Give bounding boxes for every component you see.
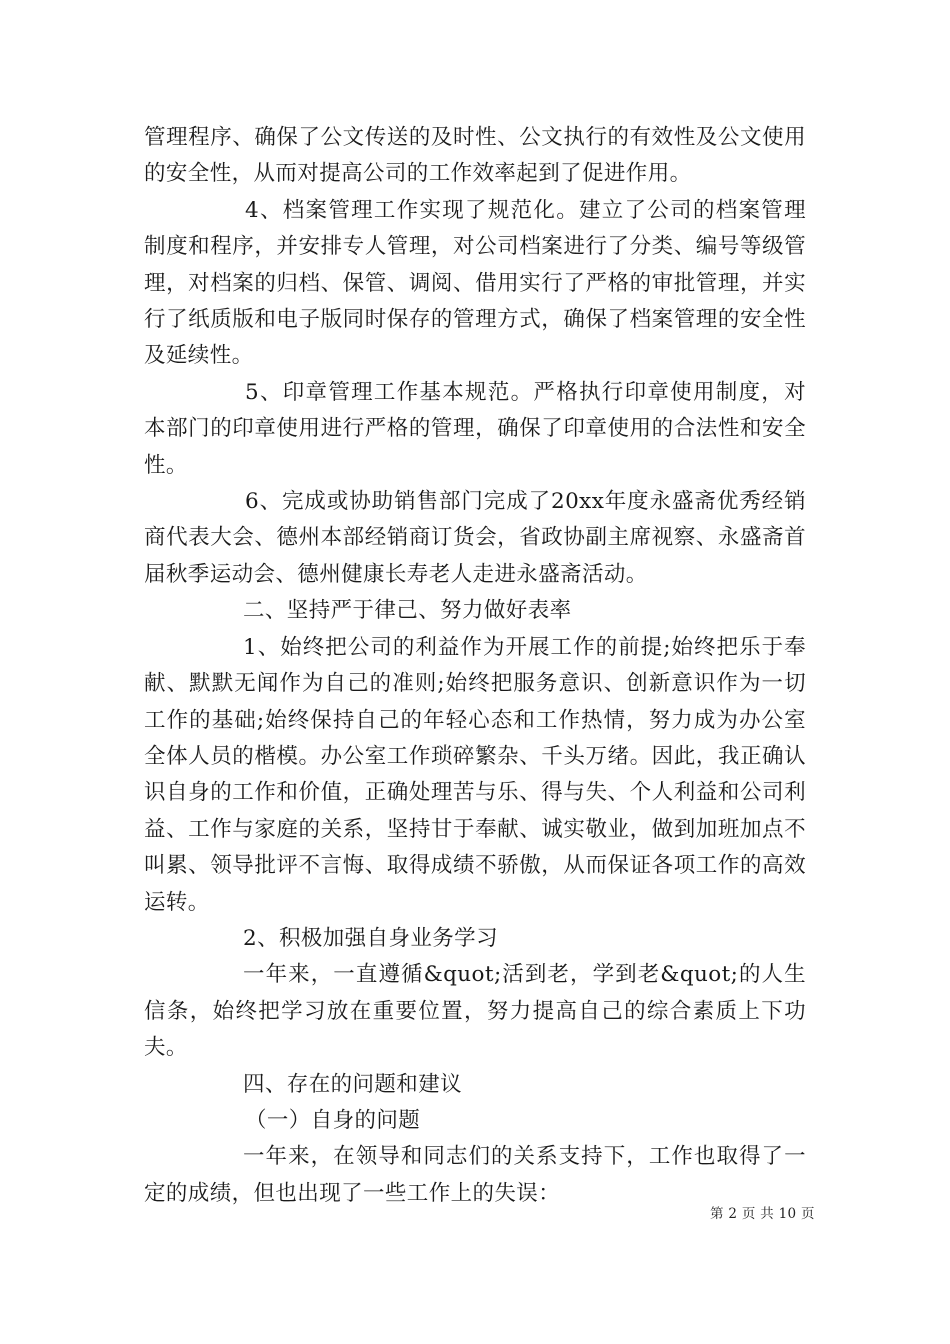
paragraph-continuation: 管理程序、确保了公文传送的及时性、公文执行的有效性及公文使用的安全性，从而对提高公司的工作效率起到了促进作用。 [144, 125, 806, 187]
paragraph-events: 6、完成或协助销售部门完成了20xx年度永盛斋优秀经销商代表大会、德州本部经销商订货会，省政协副主席视察、永盛斋首届秋季运动会、德州健康长寿老人走进永盛斋活动。 [144, 489, 806, 587]
paragraph-year-summary: 一年来，在领导和同志们的关系支持下，工作也取得了一定的成绩，但也出现了一些工作上的失误： [144, 1144, 806, 1206]
paragraph-company-interest: 1、始终把公司的利益作为开展工作的前提;始终把乐于奉献、默默无闻作为自己的准则;始终把服务意识、创新意识作为一切工作的基础;始终保持自己的年轻心态和工作热情，努力成为办公室全体人员的楷模。办公室工作琐碎繁杂、千头万绪。因此，我正确认识自身的工作和价值，正确处理苦与乐、得与失、个人利益和公司利益、工作与家庭的关系，坚持甘于奉献、诚实敬业，做到加班加点不叫累、领导批评不言悔、取得成绩不骄傲，从而保证各项工作的高效运转。 [144, 634, 806, 915]
paragraph-learning: 一年来，一直遵循&quot;活到老，学到老&quot;的人生信条，始终把学习放在重要位置，努力提高自己的综合素质上下功夫。 [144, 962, 806, 1061]
paragraph-seal-management: 5、印章管理工作基本规范。严格执行印章使用制度，对本部门的印章使用进行严格的管理，确保了印章使用的合法性和安全性。 [144, 379, 806, 478]
document-body [144, 120, 806, 1212]
paragraph-archive-management: 4、档案管理工作实现了规范化。建立了公司的档案管理制度和程序，并安排专人管理，对公司档案进行了分类、编号等级管理，对档案的归档、保管、调阅、借用实行了严格的审批管理，并实行了纸质版和电子版同时保存的管理方式，确保了档案管理的安全性及延续性。 [144, 197, 806, 369]
section-heading-self-discipline: 二、坚持严于律己、努力做好表率 [243, 598, 572, 624]
page-number-footer: 第 2 页 共 10 页 [710, 1206, 815, 1222]
subheading-own-problems: （一）自身的问题 [245, 1107, 421, 1133]
subheading-business-learning: 2、积极加强自身业务学习 [243, 925, 498, 951]
section-heading-problems: 四、存在的问题和建议 [243, 1071, 463, 1097]
